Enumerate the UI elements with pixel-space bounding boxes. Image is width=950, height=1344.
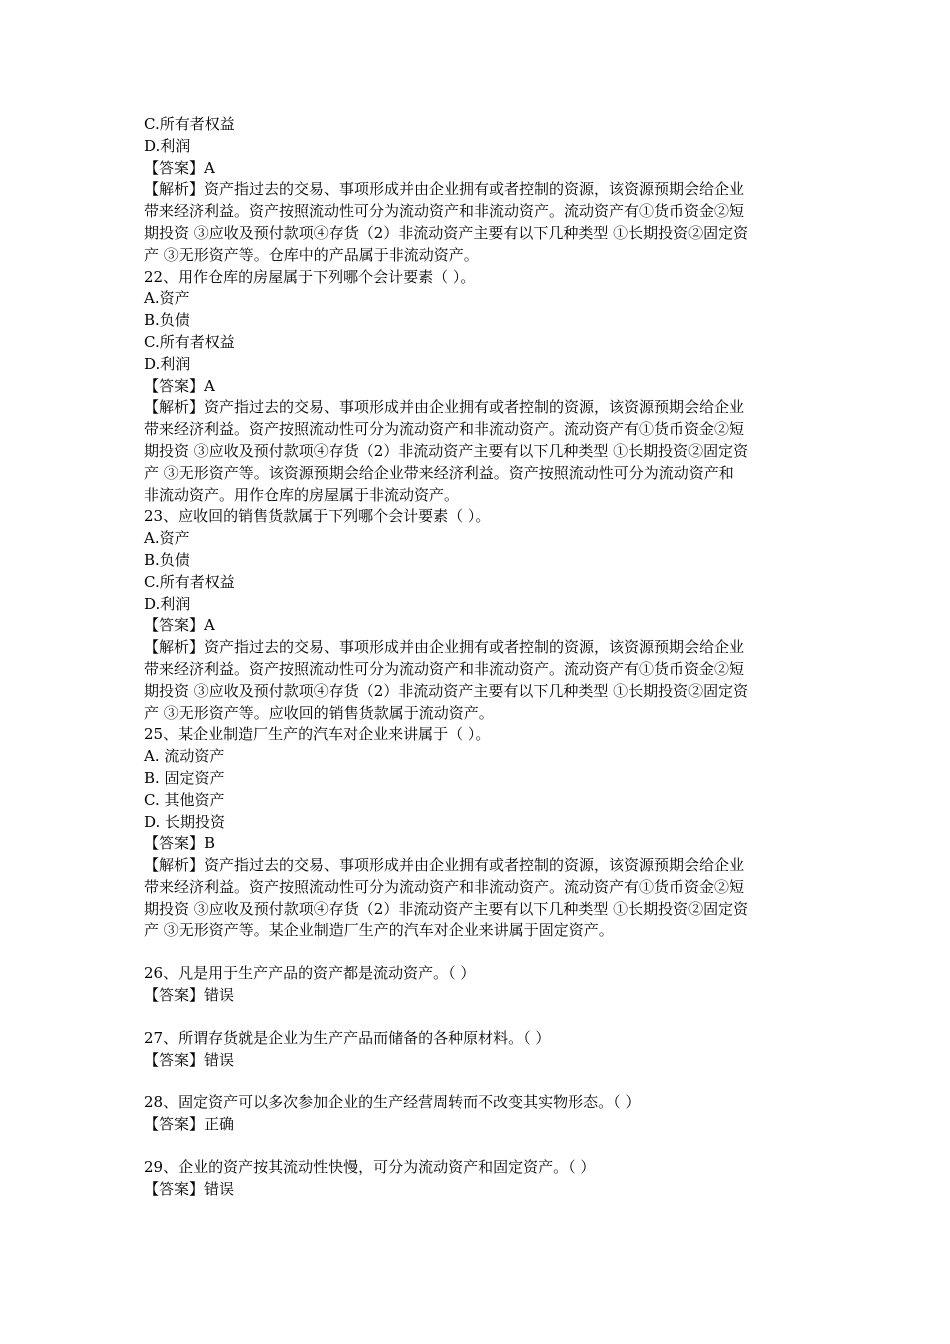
answer-option: C.所有者权益: [144, 332, 235, 351]
answer-option: C.所有者权益: [144, 115, 235, 133]
question: 22、用作仓库的房屋属于下列哪个会计要素（ ）。: [144, 267, 476, 286]
answer: 【答案】B: [144, 834, 216, 853]
answer-option: A.资产: [144, 289, 190, 308]
question: 28、固定资产可以多次参加企业的生产经营周转而不改变其实物形态。（ ）: [144, 1093, 641, 1112]
explanation-line: 产 ③无形资产等。某企业制造厂生产的汽车对企业来讲属于固定资产。: [144, 921, 614, 940]
explanation-line: 带来经济利益。资产按照流动性可分为流动资产和非流动资产。流动资产有①货币资金②短: [144, 659, 745, 678]
explanation-line: 期投资 ③应收及预付款项④存货（2）非流动资产主要有以下几种类型 ①长期投资②固定资: [144, 223, 749, 242]
answer-option: B. 固定资产: [144, 768, 225, 787]
explanation-line: 【解析】资产指过去的交易、事项形成并由企业拥有或者控制的资源，该资源预期会给企业: [144, 398, 745, 417]
explanation: [144, 637, 824, 724]
answer-option: B.负债: [144, 550, 190, 569]
answer: 【答案】正确: [144, 1115, 235, 1134]
explanation-line: 【解析】资产指过去的交易、事项形成并由企业拥有或者控制的资源，该资源预期会给企业: [144, 856, 745, 875]
question: 27、所谓存货就是企业为生产产品而储备的各种原材料。（ ）: [144, 1028, 551, 1047]
document-page: [144, 114, 824, 1201]
answer-option: A.资产: [144, 529, 190, 548]
answer: 【答案】错误: [144, 1179, 235, 1198]
explanation-line: 带来经济利益。资产按照流动性可分为流动资产和非流动资产。流动资产有①货币资金②短: [144, 877, 745, 896]
answer: 【答案】A: [144, 158, 215, 177]
explanation-line: 产 ③无形资产等。应收回的销售货款属于流动资产。: [144, 703, 494, 722]
answer: 【答案】错误: [144, 986, 235, 1005]
answer-option: A. 流动资产: [144, 747, 225, 766]
explanation: [144, 855, 824, 942]
explanation-line: 【解析】资产指过去的交易、事项形成并由企业拥有或者控制的资源，该资源预期会给企业: [144, 180, 745, 199]
blank-line: [144, 1007, 824, 1028]
explanation-line: 非流动资产。用作仓库的房屋属于非流动资产。: [144, 485, 460, 504]
answer-option: B.负债: [144, 311, 190, 330]
answer-option: D.利润: [144, 136, 191, 155]
explanation-line: 产 ③无形资产等。仓库中的产品属于非流动资产。: [144, 245, 479, 264]
blank-line: [144, 942, 824, 963]
explanation: [144, 397, 824, 506]
answer: 【答案】A: [144, 616, 215, 635]
explanation-line: 【解析】资产指过去的交易、事项形成并由企业拥有或者控制的资源，该资源预期会给企业: [144, 638, 745, 657]
answer-option: C.所有者权益: [144, 572, 235, 591]
answer-option: D. 长期投资: [144, 812, 226, 831]
explanation-line: 带来经济利益。资产按照流动性可分为流动资产和非流动资产。流动资产有①货币资金②短: [144, 420, 745, 439]
question: 23、应收回的销售货款属于下列哪个会计要素（ ）。: [144, 507, 491, 526]
explanation-line: 期投资 ③应收及预付款项④存货（2）非流动资产主要有以下几种类型 ①长期投资②固定资: [144, 681, 749, 700]
blank-line: [144, 1136, 824, 1157]
answer-option: D.利润: [144, 354, 191, 373]
question: 26、凡是用于生产产品的资产都是流动资产。（ ）: [144, 964, 476, 983]
question: 29、企业的资产按其流动性快慢，可分为流动资产和固定资产。（ ）: [144, 1158, 596, 1177]
explanation-line: 产 ③无形资产等。该资源预期会给企业带来经济利益。资产按照流动性可分为流动资产和: [144, 463, 734, 482]
answer: 【答案】A: [144, 376, 215, 395]
explanation: [144, 179, 824, 266]
answer-option: D.利润: [144, 594, 191, 613]
explanation-line: 期投资 ③应收及预付款项④存货（2）非流动资产主要有以下几种类型 ①长期投资②固定资: [144, 441, 749, 460]
blank-line: [144, 1071, 824, 1092]
question: 25、某企业制造厂生产的汽车对企业来讲属于（ ）。: [144, 725, 491, 744]
answer-option: C. 其他资产: [144, 790, 225, 809]
explanation-line: 期投资 ③应收及预付款项④存货（2）非流动资产主要有以下几种类型 ①长期投资②固定资: [144, 899, 749, 918]
answer: 【答案】错误: [144, 1050, 235, 1069]
explanation-line: 带来经济利益。资产按照流动性可分为流动资产和非流动资产。流动资产有①货币资金②短: [144, 202, 745, 221]
